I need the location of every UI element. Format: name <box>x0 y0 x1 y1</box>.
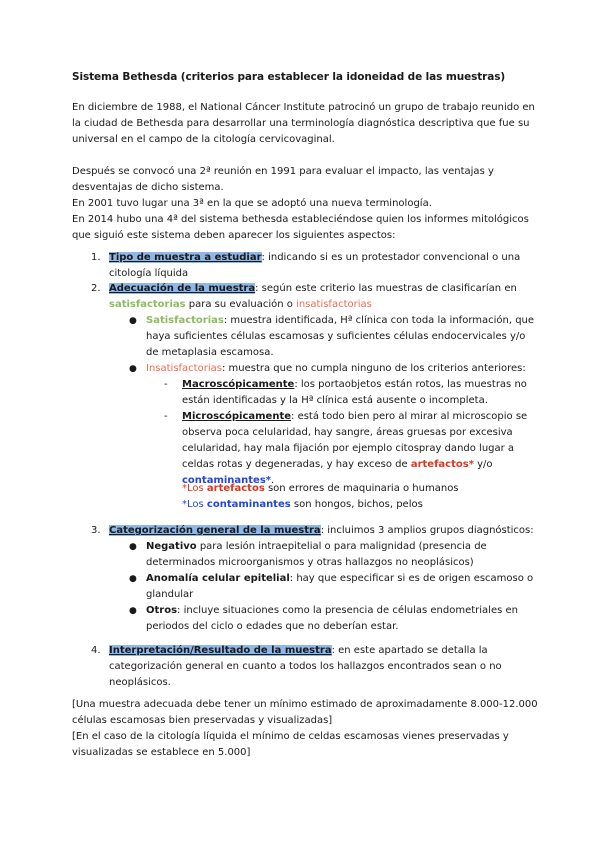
footer-line: [En el caso de la citología líquida el mínimo de celdas escamosas vienes preservadas y <box>72 731 509 742</box>
footer-line: visualizadas se establece en 5.000] <box>72 747 251 758</box>
sub-item-satisfactorias <box>146 313 534 361</box>
sub-text: para lesión intraepitelial o para malignidad (presencia de <box>196 541 487 552</box>
keyword-artefactos: artefactos <box>206 483 265 494</box>
item-heading: Adecuación de la muestra <box>109 283 256 294</box>
sub-sub-label: Microscópicamente <box>182 411 292 422</box>
bullet-icon: ● <box>129 542 137 552</box>
sub-sub-item-micro <box>182 409 527 489</box>
list-number: 1. <box>91 252 101 263</box>
intro-line: la ciudad de Bethesda para desarrollar una terminología diagnóstica descriptiva que fue su <box>72 118 530 129</box>
bullet-icon: ● <box>129 574 137 584</box>
item-text: : según este criterio las muestras de clasificarían en <box>255 283 517 294</box>
sub-text: : muestra identificada, Hª clínica con toda la información, que <box>223 315 535 326</box>
page-title: Sistema Bethesda (criterios para establecer la idoneidad de las muestras) <box>72 71 506 83</box>
sub-sub-text: . <box>271 475 275 486</box>
sub-text: : incluye situaciones como la presencia de células endometriales en <box>177 605 518 616</box>
history-line: que siguió este sistema deben aparecer los siguientes aspectos: <box>72 230 396 241</box>
sub-item-otros <box>146 603 518 635</box>
keyword-contaminantes: contaminantes* <box>182 475 272 486</box>
footer-line: [Una muestra adecuada debe tener un mínimo estimado de aproximadamente 8.000-12.000 <box>72 699 538 710</box>
list-item-2 <box>109 281 517 313</box>
sub-text: determinados microorganismos y otras hallazgos no neoplásicos) <box>146 557 474 568</box>
dash-marker: - <box>164 379 168 390</box>
item-heading: Interpretación/Resultado de la muestra <box>109 645 332 656</box>
sub-label: Negativo <box>146 541 197 552</box>
history-paragraph <box>72 164 542 244</box>
sub-text: glandular <box>146 589 194 600</box>
item-text: neoplásicos. <box>109 677 171 688</box>
sub-sub-text: celularidad, hay mala fijación por ejemplo citospray dando lugar a <box>182 443 515 454</box>
sub-label: Anomalía celular epitelial <box>146 573 290 584</box>
item-text: : en este apartado se detalla la <box>331 645 488 656</box>
history-line: En 2001 tuvo lugar una 3ª en la que se adoptó una nueva terminología. <box>72 198 432 209</box>
history-line: En 2014 hubo una 4ª del sistema bethesda estableciéndose quien los informes mitológicos <box>72 214 529 225</box>
sub-item-anomalia <box>146 571 533 603</box>
dash-marker: - <box>164 411 168 422</box>
bullet-icon: ● <box>129 606 137 616</box>
list-item-1 <box>109 250 520 282</box>
item-text: : incluimos 3 amplios grupos diagnósticos: <box>320 525 534 536</box>
note-text: son hongos, bichos, pelos <box>290 499 423 510</box>
item-text: : indicando si es un protestador convencional o una <box>261 252 521 263</box>
keyword-satisfactorias: satisfactorias <box>109 299 186 310</box>
intro-paragraph <box>72 100 542 148</box>
item-text: categorización general en cuanto a todos los hallazgos encontrados sean o no <box>109 661 502 672</box>
item-heading: Tipo de muestra a estudiar <box>109 252 262 263</box>
list-item-4 <box>109 643 502 691</box>
list-number: 4. <box>91 645 101 656</box>
sub-sub-text: : los portaobjetos están rotos, las muestras no <box>294 379 527 390</box>
note-text: *Los <box>182 499 207 510</box>
sub-sub-label: Macroscópicamente <box>182 379 295 390</box>
intro-line: En diciembre de 1988, el National Cáncer Institute patrocinó un grupo de trabajo reunido en <box>72 102 535 113</box>
sub-sub-text: están identificadas y la Hª clínica está ausente o incompleta. <box>182 395 488 406</box>
keyword-artefactos: artefactos* <box>410 459 474 470</box>
footnotes <box>182 481 459 513</box>
footer-line: células escamosas bien preservadas y visualizadas] <box>72 715 333 726</box>
sub-label: Otros <box>146 605 178 616</box>
sub-sub-item-macro <box>182 377 527 409</box>
sub-sub-text: observa poca celularidad, hay sangre, áreas gruesas por excesiva <box>182 427 513 438</box>
sub-label: Satisfactorias <box>146 315 224 326</box>
item-heading: Categorización general de la muestra <box>109 525 321 536</box>
sub-sub-text: : está todo bien pero al mirar al microscopio se <box>291 411 528 422</box>
footer-notes <box>72 697 542 761</box>
sub-item-insatisfactorias <box>146 361 526 377</box>
sub-text: de metaplasia escamosa. <box>146 347 274 358</box>
item-text: citología líquida <box>109 268 189 279</box>
sub-text: haya suficientes células escamosas y suficientes células endocervicales y/o <box>146 331 526 342</box>
bullet-icon: ● <box>129 364 137 374</box>
sub-sub-text: celdas rotas y degeneradas, y hay exceso de <box>182 459 411 470</box>
item-text: para su evaluación o <box>185 299 297 310</box>
sub-sub-text: y/o <box>473 459 493 470</box>
sub-item-negativo <box>146 539 487 571</box>
history-line: desventajas de dicho sistema. <box>72 182 224 193</box>
list-number: 2. <box>91 283 101 294</box>
intro-line: universal en el campo de la citología cervicovaginal. <box>72 134 335 145</box>
history-line: Después se convocó una 2ª reunión en 1991 para evaluar el impacto, las ventajas y <box>72 166 494 177</box>
note-text: *Los <box>182 483 207 494</box>
sub-label: Insatisfactorias <box>146 363 222 374</box>
sub-text: : muestra que no cumpla ninguno de los criterios anteriores: <box>221 363 526 374</box>
note-text: son errores de maquinaria o humanos <box>264 483 459 494</box>
bullet-icon: ● <box>129 316 137 326</box>
sub-text: periodos del ciclo o edades que no deberían estar. <box>146 621 399 632</box>
sub-text: : hay que especificar si es de origen escamoso o <box>289 573 534 584</box>
keyword-insatisfactorias: insatisfactorias <box>296 299 372 310</box>
keyword-contaminantes: contaminantes <box>206 499 291 510</box>
list-item-3 <box>109 523 534 539</box>
list-number: 3. <box>91 525 101 536</box>
